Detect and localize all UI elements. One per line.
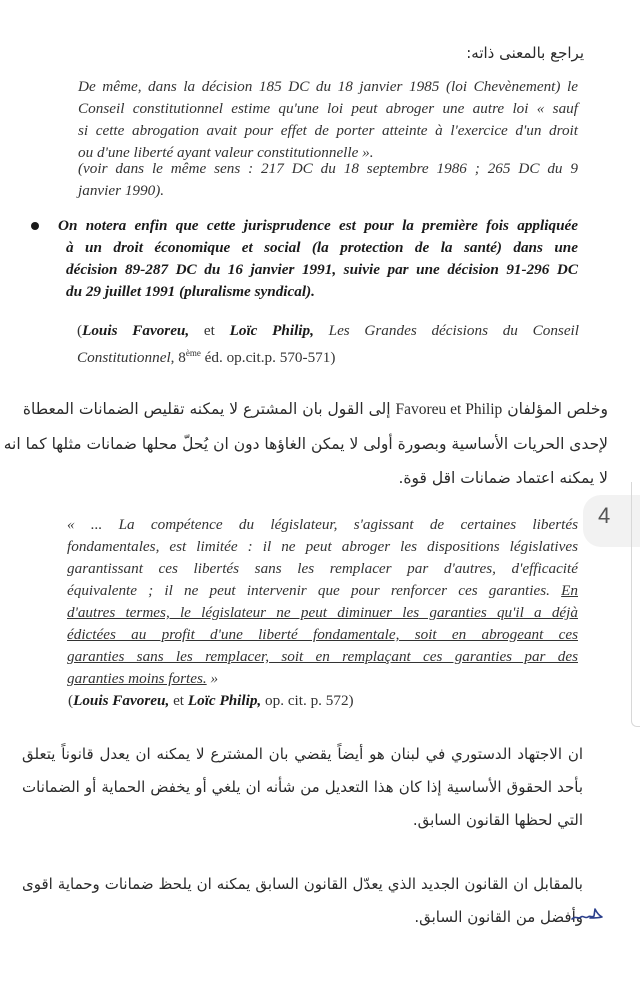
quote-line: garantissant ces libertés sans les remplacer par d'autres, d'efficacité <box>67 560 578 577</box>
quote-line <box>67 580 578 602</box>
citation-open: ( <box>68 692 74 709</box>
citation-pages: éd. op.cit.p. 570-571) <box>200 349 336 367</box>
arabic-heading: يراجع بالمعنى ذاته: <box>466 44 584 62</box>
arabic-line: بأحد الحقوق الأساسية إذا كان هذا التعديل من شأنه ان يلغي أو يخفض الحماية أو الضمانات <box>22 778 583 796</box>
quote-line-underlined: édictées au profit d'une liberté fondamentale, soit en abrogeant ces <box>67 626 578 643</box>
bullet-line: du 29 juillet 1991 (pluralisme syndical). <box>66 283 315 300</box>
quote-text: équivalente ; il ne peut intervenir que pour renforcer ces garanties. <box>67 582 562 599</box>
citation-conjunction: et <box>189 322 230 339</box>
quote-decision-185 <box>78 76 578 164</box>
quote-line <box>67 668 578 690</box>
scrollbar[interactable] <box>631 482 640 727</box>
arabic-line: وأفضل من القانون السابق. <box>414 908 583 926</box>
citation-conjunction: et <box>169 692 188 709</box>
arabic-line: ان الاجتهاد الدستوري في لبنان هو أيضاً يقضي بان المشترع لا يمكنه ان يعدل قانوناً يتعلق <box>22 745 583 763</box>
arabic-text: إلى القول بان المشترع لا يمكنه تقليص الضمانات المعطاة <box>22 400 396 418</box>
citation-edition-sup: ème <box>185 348 201 358</box>
quote-line: De même, dans la décision 185 DC du 18 janvier 1985 (loi Chevènement) le <box>78 78 578 95</box>
arabic-text: وخلص المؤلفان <box>502 400 608 418</box>
quote-line: Conseil constitutionnel estime qu'une loi peut abroger une autre loi « sauf <box>78 100 578 117</box>
citation-author: Loïc Philip, <box>229 322 314 339</box>
quote-text: » <box>206 670 219 687</box>
citation-favoreu-philip <box>77 320 579 369</box>
arabic-line: لا يمكنه اعتماد ضمانات اقل قوة. <box>398 469 608 487</box>
quote-line: ou d'une liberté ayant valeur constitutionnelle ». <box>78 144 374 161</box>
citation-author: Louis Favoreu, <box>73 692 170 709</box>
citation-author: Louis Favoreu, <box>82 322 190 339</box>
underlined-text: garanties moins fortes. <box>67 670 207 687</box>
arabic-line: التي لحظها القانون السابق. <box>412 811 583 829</box>
handwritten-signature-icon <box>570 905 604 923</box>
quote-line-underlined: garanties sans les remplacer, soit en remplaçant ces garanties par des <box>67 648 578 665</box>
arabic-paragraph <box>3 392 608 495</box>
quote-competence-legislateur <box>67 514 578 690</box>
quote-reference <box>78 158 578 202</box>
reference-line: janvier 1990). <box>78 182 165 199</box>
citation-open: ( <box>77 322 83 339</box>
bullet-icon <box>31 222 39 230</box>
citation-title: Constitutionnel <box>77 349 171 367</box>
bullet-line: On notera enfin que cette jurisprudence est pour la première fois appliquée <box>58 217 578 234</box>
quote-line-underlined: d'autres termes, le législateur ne peut diminuer les garanties qu'il a déjà <box>67 604 578 621</box>
page-number: 4 <box>598 503 611 528</box>
citation-pages: op. cit. p. 572) <box>261 692 354 709</box>
arabic-paragraph <box>22 868 583 934</box>
arabic-paragraph <box>22 738 583 837</box>
bullet-line: à un droit économique et social (la protection de la santé) dans une <box>66 239 578 256</box>
quote-line: fondamentales, est limitée : il ne peut abroger les dispositions législatives <box>67 538 578 555</box>
bullet-line: décision 89-287 DC du 16 janvier 1991, suivie par une décision 91-296 DC <box>66 261 578 278</box>
citation-op-cit <box>68 690 568 712</box>
citation-edition: , 8 <box>170 349 186 367</box>
quote-line: « ... La compétence du législateur, s'agissant de certaines libertés <box>67 516 578 533</box>
reference-line: (voir dans le même sens : 217 DC du 18 septembre 1986 ; 265 DC du 9 <box>78 160 578 177</box>
arabic-line: بالمقابل ان القانون الجديد الذي يعدّل القانون السابق يمكنه ان يلحظ ضمانات وحماية اقوى <box>22 875 583 893</box>
citation-title: Les Grandes décisions du Conseil <box>313 322 580 339</box>
latin-author-names: Favoreu et Philip <box>395 401 503 418</box>
citation-author: Loïc Philip, <box>187 692 262 709</box>
arabic-line: لإحدى الحريات الأساسية وبصورة أولى لا يمكن الغاؤها دون ان يُحلّ محلها ضمانات مثلها كما انه <box>3 435 608 453</box>
bullet-paragraph <box>58 215 578 303</box>
quote-line: si cette abrogation avait pour effet de porter atteinte à l'exercice d'un droit <box>78 122 578 139</box>
underlined-text: En <box>561 582 578 599</box>
arabic-line <box>22 392 608 427</box>
